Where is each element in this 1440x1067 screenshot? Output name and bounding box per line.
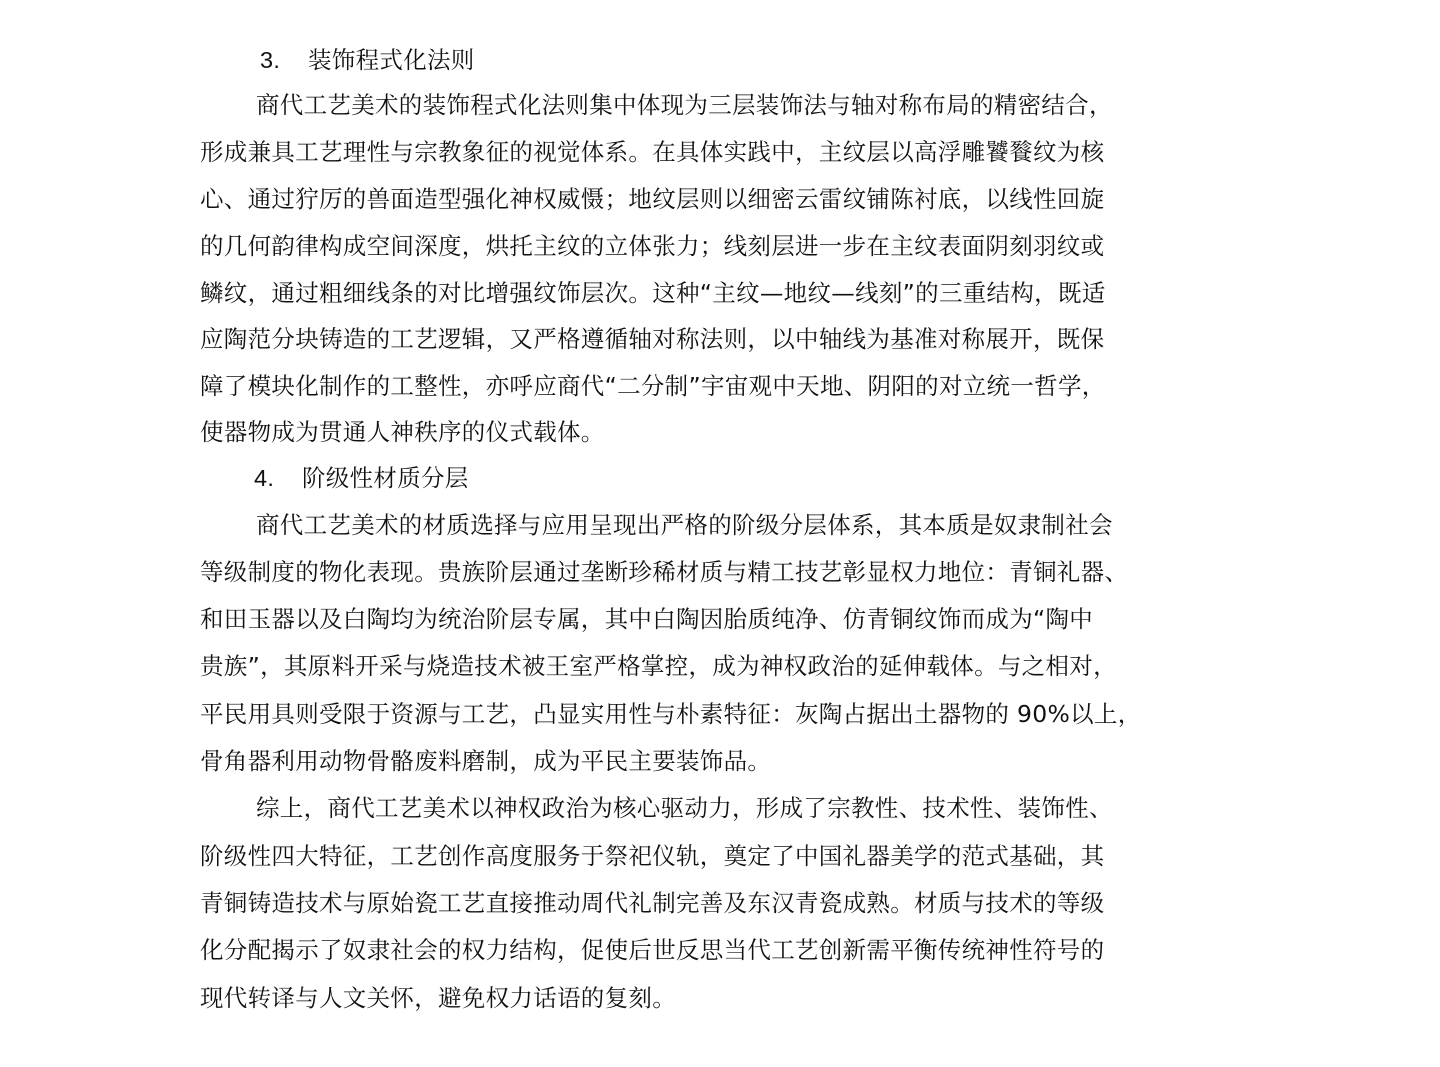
paragraph-line: 骨角器利用动物骨骼废料磨制，成为平民主要装饰品。: [200, 747, 772, 775]
section-4-heading: [254, 455, 469, 501]
section-4-title: 阶级性材质分层: [302, 464, 469, 492]
paragraph-line: 的几何韵律构成空间深度，烘托主纹的立体张力；线刻层进一步在主纹表面阴刻羽纹或: [200, 232, 1105, 260]
summary-line: 现代转译与人文关怀，避免权力话语的复刻。: [200, 984, 676, 1012]
paragraph-line: 应陶范分块铸造的工艺逻辑，又严格遵循轴对称法则，以中轴线为基准对称展开，既保: [200, 325, 1105, 353]
section-3-number: 3.: [260, 47, 281, 73]
paragraph-line: 商代工艺美术的材质选择与应用呈现出严格的阶级分层体系，其本质是奴隶制社会: [256, 511, 1113, 539]
summary-line: 阶级性四大特征，工艺创作高度服务于祭祀仪轨，奠定了中国礼器美学的范式基础，其: [200, 842, 1105, 870]
paragraph-line: 障了模块化制作的工整性，亦呼应商代“二分制”宇宙观中天地、阴阳的对立统一哲学，: [200, 372, 1106, 400]
paragraph-line: 形成兼具工艺理性与宗教象征的视觉体系。在具体实践中，主纹层以高浮雕饕餮纹为核: [200, 138, 1105, 166]
section-3-title: 装饰程式化法则: [308, 46, 475, 74]
paragraph-line: 平民用具则受限于资源与工艺，凸显实用性与朴素特征：灰陶占据出土器物的 90%以上，: [200, 700, 1142, 728]
summary-line: 化分配揭示了奴隶社会的权力结构，促使后世反思当代工艺创新需平衡传统神性符号的: [200, 936, 1105, 964]
section-4-number: 4.: [254, 465, 275, 491]
summary-line: 青铜铸造技术与原始瓷工艺直接推动周代礼制完善及东汉青瓷成熟。材质与技术的等级: [200, 889, 1105, 917]
paragraph-line: 贵族”，其原料开采与烧造技术被王室严格掌控，成为神权政治的延伸载体。与之相对，: [200, 652, 1117, 680]
paragraph-line: 等级制度的物化表现。贵族阶层通过垄断珍稀材质与精工技艺彰显权力地位：青铜礼器、: [200, 558, 1129, 586]
section-3-heading: [260, 37, 475, 83]
summary-line: 综上，商代工艺美术以神权政治为核心驱动力，形成了宗教性、技术性、装饰性、: [256, 794, 1113, 822]
paragraph-line: 商代工艺美术的装饰程式化法则集中体现为三层装饰法与轴对称布局的精密结合，: [256, 91, 1113, 119]
paragraph-line: 使器物成为贯通人神秩序的仪式载体。: [200, 418, 605, 446]
paragraph-line: 和田玉器以及白陶均为统治阶层专属，其中白陶因胎质纯净、仿青铜纹饰而成为“陶中: [200, 605, 1094, 633]
paragraph-line: 鳞纹，通过粗细线条的对比增强纹饰层次。这种“主纹—地纹—线刻”的三重结构，既适: [200, 279, 1106, 307]
paragraph-line: 心、通过狞厉的兽面造型强化神权威慑；地纹层则以细密云雷纹铺陈衬底，以线性回旋: [200, 185, 1105, 213]
